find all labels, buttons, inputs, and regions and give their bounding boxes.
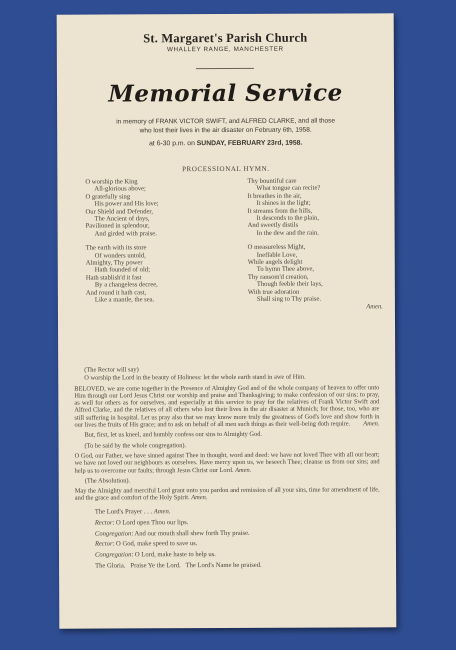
congregation-instruction: (To be said by the whole congregation).: [84, 441, 187, 450]
versicle-1: [75, 518, 380, 527]
dedication-line-1: in memory of FRANK VICTOR SWIFT, and ALFRED CLARKE, and all those: [116, 117, 336, 126]
hymn-line: Hath founded of old;: [94, 266, 150, 275]
hymn-line: The earth with its store: [85, 244, 147, 252]
response-1: [75, 529, 380, 538]
hymn-amen: Amen.: [366, 302, 383, 310]
hymn-line: O worship the King: [85, 178, 138, 186]
hymn-line: It breathes in the air,: [247, 192, 302, 200]
hymn-left-column: [85, 178, 221, 304]
hymn-line: O gratefully sing: [85, 193, 131, 201]
exhortation: [74, 384, 379, 429]
absolution-label: (The Absolution).: [84, 477, 131, 485]
lords-prayer-label: The Lord's Prayer . . .: [94, 508, 153, 516]
absolution: [75, 486, 380, 502]
hymn-line: And girded with praise.: [94, 230, 157, 238]
order-of-service: [74, 365, 380, 573]
time-prefix: at 6-30 p.m. on: [149, 140, 195, 148]
hymn-line: O measureless Might,: [247, 243, 306, 252]
hymn-line: Our Shield and Defender,: [85, 207, 154, 216]
rector-label: Rector: [94, 540, 113, 548]
congregation-label: Congregation: [95, 551, 132, 559]
hymn-line: Though feeble their lays,: [256, 280, 323, 289]
exhortation-text: BELOVED, we are come together in the Presence of Almighty God and of the whole company of heaven to offer unto Him through our Lord Jesus Christ our worship and praise and Thanksgiving; to make confession of our sins; to pray, as well for others as for ourselves, and especially at this service to pray for the relatives of Frank Victor Swift and Alfred Clarke, and the relatives of all others who lost their lives in the air disaster at Munich; for those, too, who are still suffering in hospital. Let us pray also that we may know more truly the greatness of God's love and show forth in our lives the fruits of His grace; and to ask on behalf of all men such things as their well-being doth require.: [74, 383, 380, 429]
kneel-instruction: But, first, let us kneel, and humbly confess our sins to Almighty God.: [84, 431, 263, 439]
confession-text: O God, our Father, we have sinned against Thee in thought, word and deed: we have not loved Thee with all our heart; we have not loved our neighbours as ourselves. Have mercy upon us, we beseech Thee; cleanse us from our sins; and help us to overcome our faults; through Jesus Christ our Lord.: [74, 451, 380, 475]
hymn-line: To hymn Thee above,: [256, 266, 315, 274]
hymn-line: All-glorious above;: [94, 185, 146, 193]
memorial-dedication: [71, 116, 380, 135]
service-time: [57, 139, 394, 147]
dedication-line-2: who lost their lives in the air disaster on February 6th, 1958.: [139, 126, 312, 135]
opening-sentence: O worship the Lord in the beauty of Holiness: let the whole earth stand in awe of Him.: [84, 373, 306, 382]
hymn-line: With true adoration: [247, 288, 300, 296]
hymn-line: It descends to the plain,: [256, 214, 320, 222]
divider: [196, 68, 254, 69]
hymn-line: Pavilioned in splendour,: [85, 222, 150, 231]
hymn-title: PROCESSIONAL HYMN.: [182, 164, 270, 174]
hymn-line: What tongue can recite?: [256, 184, 321, 193]
church-name: St. Margaret's Parish Church: [143, 30, 308, 46]
response-1-text: : And our mouth shall shew forth Thy praise.: [131, 529, 250, 537]
hymn-line: Like a mantle, the sea.: [94, 296, 155, 304]
lords-prayer: [75, 507, 380, 516]
congregation-label: Congregation: [94, 529, 132, 538]
service-leaflet: [57, 13, 397, 628]
hymn-line: By a changeless decree,: [94, 281, 158, 289]
versicle-2-text: : O God, make speed to save us.: [112, 540, 198, 548]
hymn-line: In the dew and the rain.: [256, 229, 319, 237]
hymn-line: Shall sing to Thy praise.: [256, 295, 322, 303]
versicle-1-text: : O Lord open Thou our lips.: [112, 518, 189, 527]
service-title: Memorial Service: [108, 79, 343, 108]
response-2: [75, 551, 380, 560]
church-address: WHALLEY RANGE, MANCHESTER: [166, 45, 284, 54]
exhortation-amen: Amen.: [363, 420, 380, 428]
hymn-line: The Ancient of days,: [94, 215, 150, 223]
hymn-line: His power and His love;: [94, 200, 159, 208]
hymn-line: Thy ransom'd creation,: [247, 273, 309, 281]
hymn-line: It shines in the light;: [256, 199, 311, 208]
absolution-amen: Amen.: [191, 494, 208, 502]
hymn-line: And sweetly distils: [247, 222, 299, 230]
gloria: The Gloria. Praise Ye the Lord. The Lord's Name be praised.: [95, 562, 262, 570]
absolution-text: May the Almighty and merciful Lord grant unto you pardon and remission of all your sins, time for amendment of life, and the grace and comfort of the Holy Spirit.: [74, 486, 380, 503]
hymn-line: And round it hath cast,: [85, 289, 147, 297]
hymn-line: While angels delight: [247, 258, 303, 266]
hymn-line: Of wonders untold,: [94, 252, 146, 260]
response-2-text: : O Lord, make haste to help us.: [131, 551, 216, 559]
confession-amen: Amen.: [235, 466, 252, 474]
hymn-line: It streams from the hills,: [247, 207, 313, 215]
hymn-right-column: [247, 177, 383, 310]
versicle-2: [75, 540, 380, 549]
rector-instruction: (The Rector will say): [84, 366, 139, 374]
hymn-line: Almighty, Thy power: [85, 259, 143, 267]
lords-prayer-amen: Amen.: [153, 507, 171, 516]
hymn-line: Hath stablish'd it fast: [85, 274, 142, 282]
rector-label: Rector: [94, 519, 113, 527]
confession: [75, 451, 380, 474]
hymn-line: Ineffable Love,: [256, 251, 298, 259]
service-date: SUNDAY, FEBRUARY 23rd, 1958.: [196, 139, 303, 148]
hymn-line: Thy bountiful care: [247, 177, 297, 185]
